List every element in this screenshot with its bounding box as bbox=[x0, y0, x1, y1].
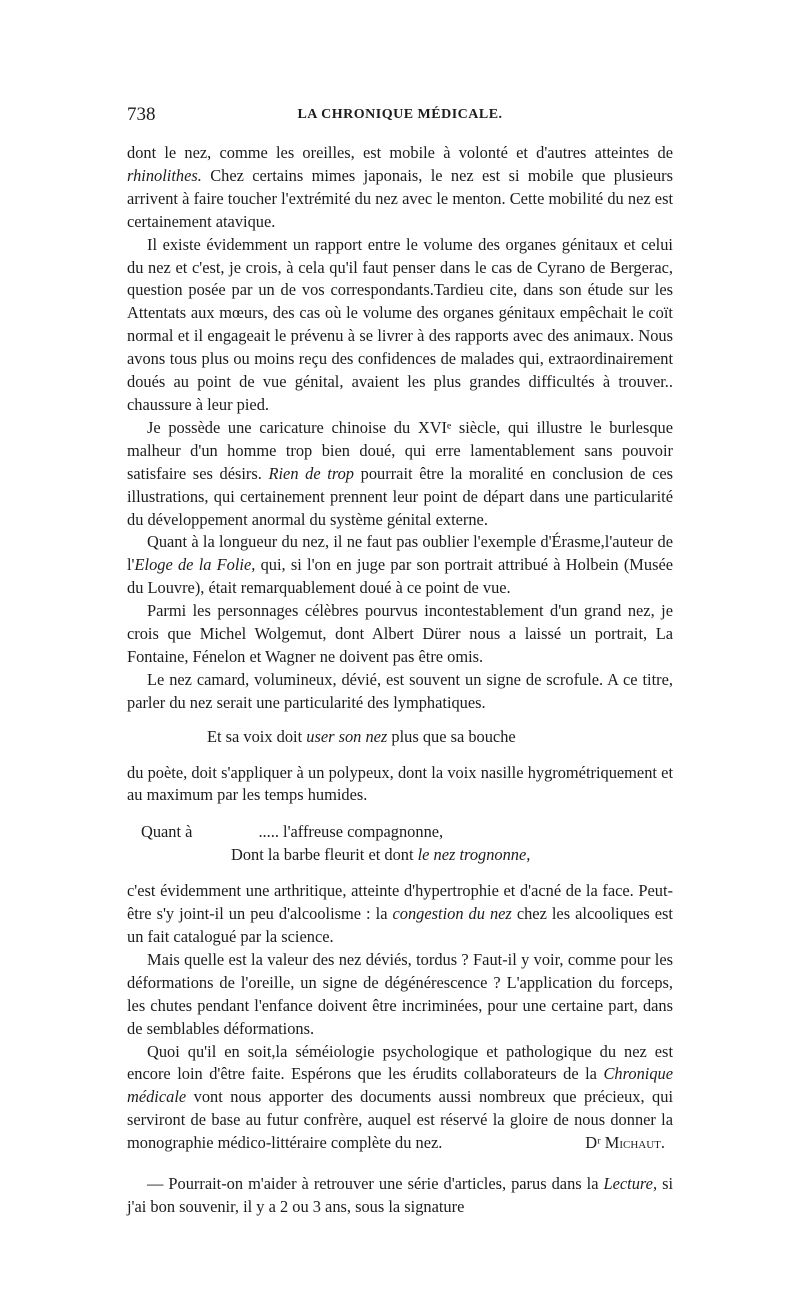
paragraph-6: Le nez camard, volumineux, dévié, est souvent un signe de scrofule. A ce titre, parler du nez serait une particularité des lymphatiques. bbox=[127, 669, 673, 712]
author-signature: Dʳ Michaut. bbox=[585, 1133, 665, 1153]
paragraph-1: dont le nez, comme les oreilles, est mobile à volonté et d'autres atteintes de rhinolithes. Chez certains mimes japonais, le nez est si mobile que plusieurs arrivent à faire toucher l'extrémité du nez avec le menton. Cette mobilité du nez est certainement atavique. bbox=[127, 143, 673, 231]
paragraph-2: Il existe évidemment un rapport entre le volume des organes génitaux et celui du nez et c'est, je crois, à cela qu'il faut penser dans le cas de Cyrano de Bergerac, question posée par un de vos correspondants.Tardieu cite, dans son étude sur les Attentats aux mœurs, des cas où le volume des organes génitaux empêchait le coït normal et il engageait le prévenu à se livrer à des rapports avec des animaux. Nous avons tous plus ou moins reçu des confidences de malades qui, extraordinairement doués au point de vue génital, avaient les plus grandes difficultés à trouver.. chaussure à leur pied. bbox=[127, 234, 673, 414]
paragraph-after-verse: du poète, doit s'appliquer à un polypeux, dont la voix nasille hygrométriquement et au maximum par les temps humides. bbox=[127, 762, 673, 805]
paragraph-7: c'est évidemment une arthritique, atteinte d'hypertrophie et d'acné de la face. Peut-être s'y joint-il un peu d'alcoolisme : la congestion du nez chez les alcooliques est un fait catalogué par la science. bbox=[127, 881, 673, 946]
paragraph-10: — Pourrait-on m'aider à retrouver une série d'articles, parus dans la Lecture, si j'ai bon souvenir, il y a 2 ou 3 ans, sous la signature bbox=[127, 1174, 674, 1216]
article-body bbox=[127, 142, 673, 1219]
paragraph-5: Parmi les personnages célèbres pourvus incontestablement d'un grand nez, je crois que Michel Wolgemut, dont Albert Dürer nous a laissé un portrait, La Fontaine, Fénelon et Wagner ne doivent pas être omis. bbox=[127, 601, 673, 666]
paragraph-9: Quoi qu'il en soit,la séméiologie psychologique et pathologique du nez est encore loin d'être faite. Espérons que les érudits collaborateurs de la Chronique médicale vont nous apporter des documents aussi nombreux que précieux, qui serviront de base au futur confrère, auquel est réservé la gloire de nous donner la monographie médico-littéraire complète du nez. Dʳ Michaut. bbox=[127, 1041, 673, 1156]
page-header bbox=[127, 104, 673, 130]
paragraph-4: Quant à la longueur du nez, il ne faut pas oublier l'exemple d'Érasme,l'auteur de l'Eloge de la Folie, qui, si l'on en juge par son portrait attribué à Holbein (Musée du Louvre), était remarquablement doué à ce point de vue. bbox=[127, 532, 673, 598]
page-number: 738 bbox=[127, 104, 156, 125]
verse-quote-2: Quant à ..... l'affreuse compagnonne, Dont la barbe fleurit et dont le nez trognonne, bbox=[141, 822, 531, 865]
verse-quote-1: Et sa voix doit user son nez plus que sa bouche bbox=[207, 726, 516, 746]
running-title: LA CHRONIQUE MÉDICALE. bbox=[297, 107, 503, 122]
paragraph-3: Je possède une caricature chinoise du XVIᵉ siècle, qui illustre le burlesque malheur d'un homme trop bien doué, qui erre lamentablement sans pouvoir satisfaire ses désirs. Rien de trop pourrait être la moralité en conclusion de ces illustrations, qui certainement prennent leur point de départ dans une particularité du développement anormal du système génital externe. bbox=[127, 417, 673, 529]
paragraph-8: Mais quelle est la valeur des nez déviés, tordus ? Faut-il y voir, comme pour les déformations de l'oreille, un signe de dégénérescence ? L'application du forceps, les chutes pendant l'enfance doivent être incriminées, pour une certaine part, dans de semblables déformations. bbox=[127, 949, 673, 1038]
